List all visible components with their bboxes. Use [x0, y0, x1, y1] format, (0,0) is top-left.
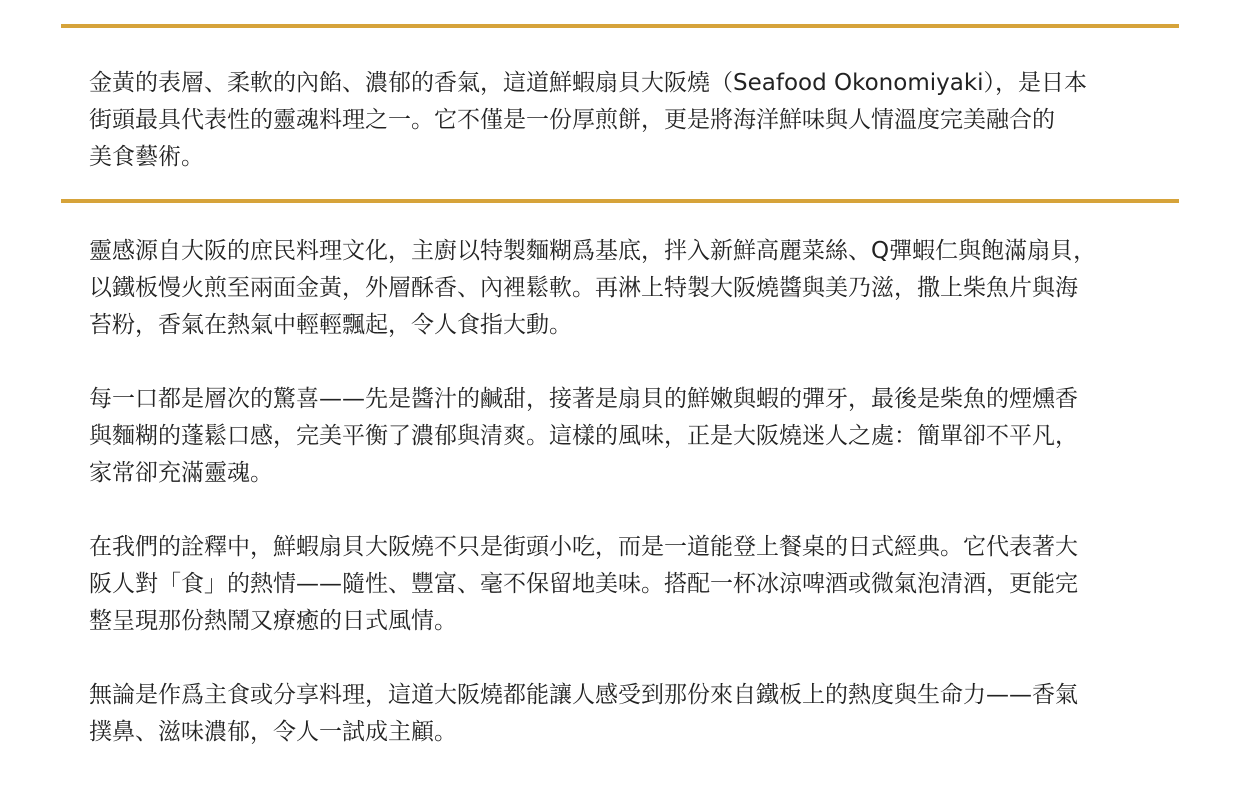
- intro-line: 街頭最具代表性的靈魂料理之一。它不僅是一份厚煎餅，更是將海洋鮮味與人情溫度完美融合的: [89, 107, 1055, 133]
- paragraph-line: 與麵糊的蓬鬆口感，完美平衡了濃郁與清爽。這樣的風味，正是大阪燒迷人之處：簡單卻不平凡，: [89, 423, 1078, 449]
- body-paragraph-flavor: [89, 381, 1189, 492]
- intro-line: 金黃的表層、柔軟的內餡、濃郁的香氣，這道鮮蝦扇貝大阪燒（Seafood Okonomiyaki），是日本: [89, 70, 1088, 96]
- section-divider: [61, 199, 1179, 203]
- paragraph-line: 靈感源自大阪的庶民料理文化，主廚以特製麵糊爲基底，拌入新鮮高麗菜絲、Q彈蝦仁與飽滿扇貝，: [89, 238, 1097, 264]
- paragraph-line: 阪人對「食」的熱情——隨性、豐富、毫不保留地美味。搭配一杯冰涼啤酒或微氣泡清酒，更能完: [89, 571, 1078, 597]
- intro-line: 美食藝術。: [89, 144, 204, 170]
- paragraph-line: 整呈現那份熱鬧又療癒的日式風情。: [89, 608, 457, 634]
- paragraph-line: 撲鼻、滋味濃郁，令人一試成主顧。: [89, 719, 457, 745]
- paragraph-line: 家常卻充滿靈魂。: [89, 460, 273, 486]
- article-body: [89, 233, 1189, 788]
- body-paragraph-inspiration: [89, 233, 1189, 344]
- paragraph-line: 苔粉，香氣在熱氣中輕輕飄起，令人食指大動。: [89, 312, 572, 338]
- paragraph-line: 每一口都是層次的驚喜——先是醬汁的鹹甜，接著是扇貝的鮮嫩與蝦的彈牙，最後是柴魚的煙燻香: [89, 386, 1078, 412]
- body-paragraph-closing: [89, 677, 1189, 751]
- paragraph-line: 以鐵板慢火煎至兩面金黃，外層酥香、內裡鬆軟。再淋上特製大阪燒醬與美乃滋，撒上柴魚片與海: [89, 275, 1078, 301]
- paragraph-line: 無論是作爲主食或分享料理，這道大阪燒都能讓人感受到那份來自鐵板上的熱度與生命力——香氣: [89, 682, 1078, 708]
- intro-paragraph: [89, 65, 1169, 176]
- body-paragraph-interpretation: [89, 529, 1189, 640]
- top-divider: [61, 24, 1179, 28]
- paragraph-line: 在我們的詮釋中，鮮蝦扇貝大阪燒不只是街頭小吃，而是一道能登上餐桌的日式經典。它代表著大: [89, 534, 1078, 560]
